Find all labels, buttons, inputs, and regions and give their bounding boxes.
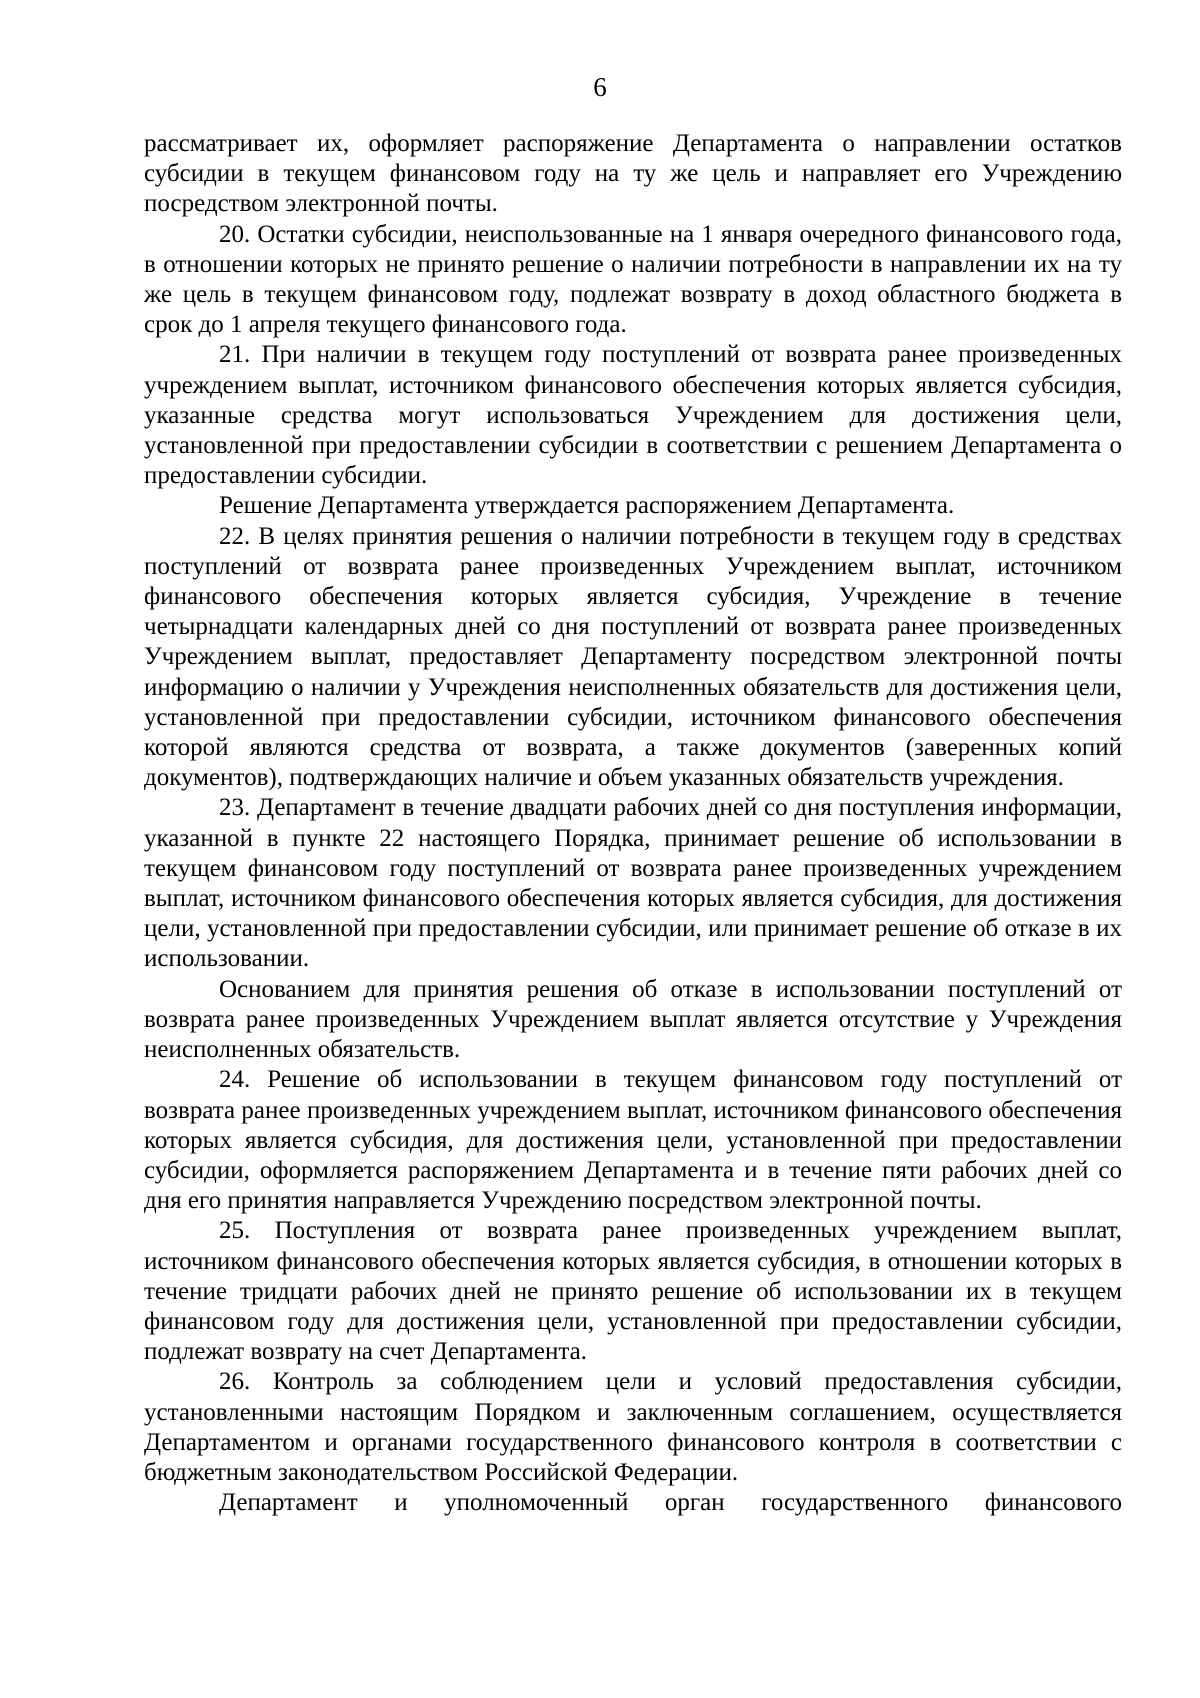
paragraph-26-continued: Департамент и уполномоченный орган государственного финансового — [219, 1489, 1122, 1517]
paragraph-20: 20. Остатки субсидии, неиспользованные на 1 января очередного финансового года, в отношении которых не принято решение о наличии потребности в направлении их на ту же цель в текущем финансовом году, подлежат возврату в доход областного бюджета в срок до 1 апреля текущего финансового года. — [144, 220, 1122, 339]
document-body — [144, 129, 1122, 1518]
page-number: 6 — [593, 72, 607, 102]
paragraph-continuation: рассматривает их, оформляет распоряжение Департамента о направлении остатков субсидии в текущем финансовом году на ту же цель и направляет его Учреждению посредством электронной почты. — [144, 130, 1122, 218]
paragraph-21: 21. При наличии в текущем году поступлений от возврата ранее произведенных учреждением выплат, источником финансового обеспечения которых является субсидия, указанные средства могут использоваться Учреждением для достижения цели, установленной при предоставлении субсидии в соответствии с решением Департамента о предоставлении субсидии. — [144, 341, 1122, 490]
paragraph-21-decision: Решение Департамента утверждается распоряжением Департамента. — [219, 492, 955, 520]
paragraph-23-basis: Основанием для принятия решения об отказе в использовании поступлений от возврата ранее произведенных Учреждением выплат является отсутствие у Учреждения неисполненных обязательств. — [144, 975, 1122, 1064]
paragraph-24: 24. Решение об использовании в текущем финансовом году поступлений от возврата ранее произведенных учреждением выплат, источником финансового обеспечения которых является субсидия, для достижения цели, установленной при предоставлении субсидии, оформляется распоряжением Департамента и в течение пяти рабочих дней со дня его принятия направляется Учреждению посредством электронной почты. — [144, 1066, 1122, 1215]
paragraph-25: 25. Поступления от возврата ранее произведенных учреждением выплат, источником финансового обеспечения которых является субсидия, в отношении которых в течение тридцати рабочих дней не принято решение об использовании их в текущем финансовом году для достижения цели, установленной при предоставлении субсидии, подлежат возврату на счет Департамента. — [144, 1217, 1122, 1366]
paragraph-26: 26. Контроль за соблюдением цели и условий предоставления субсидии, установленными настоящим Порядком и заключенным соглашением, осуществляется Департаментом и органами государственного финансового контроля в соответствии с бюджетным законодательством Российской Федерации. — [144, 1368, 1122, 1486]
paragraph-23: 23. Департамент в течение двадцати рабочих дней со дня поступления информации, указанной в пункте 22 настоящего Порядка, принимает решение об использовании в текущем финансовом году поступлений от возврата ранее произведенных учреждением выплат, источником финансового обеспечения которых является субсидия, для достижения цели, установленной при предоставлении субсидии, или принимает решение об отказе в их использовании. — [144, 794, 1122, 973]
paragraph-22: 22. В целях принятия решения о наличии потребности в текущем году в средствах поступлений от возврата ранее произведенных Учреждением выплат, источником финансового обеспечения которых является субсидия, Учреждение в течение четырнадцати календарных дней со дня поступлений от возврата ранее произведенных Учреждением выплат, предоставляет Департаменту посредством электронной почты информацию о наличии у Учреждения неисполненных обязательств для достижения цели, установленной при предоставлении субсидии, источником финансового обеспечения которой являются средства от возврата, а также документов (заверенных копий документов), подтверждающих наличие и объем указанных обязательств учреждения. — [144, 522, 1122, 792]
